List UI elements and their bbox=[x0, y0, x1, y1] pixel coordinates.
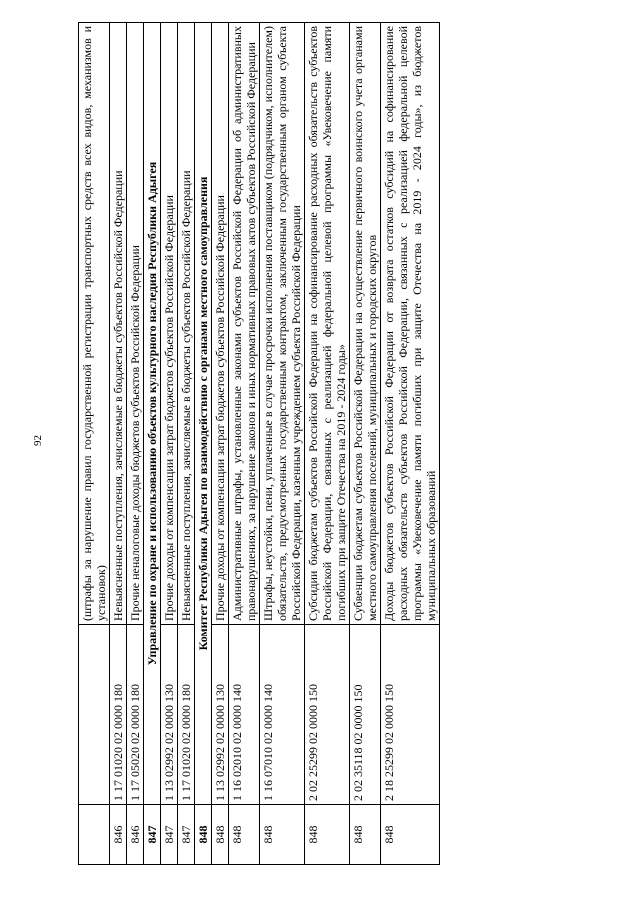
page-number: 92 bbox=[32, 435, 44, 446]
description-cell: Невыясненные поступления, зачисляемые в бюджеты субъектов Российской Федерации bbox=[178, 23, 195, 625]
section-row bbox=[144, 23, 161, 865]
admin-code-cell: 846 bbox=[110, 805, 127, 865]
table-row bbox=[79, 23, 110, 865]
admin-code-cell: 848 bbox=[381, 805, 440, 865]
table-row bbox=[229, 23, 260, 865]
admin-code-cell: 847 bbox=[178, 805, 195, 865]
description-cell: Прочие доходы от компенсации затрат бюджетов субъектов Российской Федерации bbox=[161, 23, 178, 625]
description-cell: Невыясненные поступления, зачисляемые в бюджеты субъектов Российской Федерации bbox=[110, 23, 127, 625]
section-title-cell: Управление по охране и использованию объектов культурного наследия Республики Адыгея bbox=[144, 23, 161, 805]
table-row bbox=[212, 23, 229, 865]
admin-code-cell: 848 bbox=[212, 805, 229, 865]
table-row bbox=[381, 23, 440, 865]
admin-code-cell: 848 bbox=[229, 805, 260, 865]
admin-code-cell: 846 bbox=[127, 805, 144, 865]
classification-code-cell: 2 02 35118 02 0000 150 bbox=[350, 625, 381, 805]
classification-code-cell: 1 13 02992 02 0000 130 bbox=[212, 625, 229, 805]
rotated-page bbox=[78, 23, 440, 865]
table-row bbox=[127, 23, 144, 865]
table-row bbox=[350, 23, 381, 865]
table-row bbox=[178, 23, 195, 865]
section-title-cell: Комитет Республики Адыгея по взаимодействию с органами местного самоуправления bbox=[195, 23, 212, 805]
classification-code-cell bbox=[79, 625, 110, 805]
admin-code-cell: 847 bbox=[144, 805, 161, 865]
income-codes-table bbox=[78, 22, 440, 865]
classification-code-cell: 1 16 02010 02 0000 140 bbox=[229, 625, 260, 805]
table-row bbox=[110, 23, 127, 865]
table-row bbox=[260, 23, 305, 865]
table-row bbox=[305, 23, 350, 865]
description-cell: Административные штрафы, установленные законами субъектов Российской Федерации об административных правонарушениях, за нарушение законов и иных нормативных правовых актов субъектов Российской Федерации bbox=[229, 23, 260, 625]
classification-code-cell: 2 02 25299 02 0000 150 bbox=[305, 625, 350, 805]
description-cell: Субсидии бюджетам субъектов Российской Федерации на софинансирование расходных обязательств субъектов Российской Федерации, связанных с реализацией федеральной целевой программы «Увековечение памяти погибших при защите Отечества на 2019 - 2024 годы» bbox=[305, 23, 350, 625]
classification-code-cell: 2 18 25299 02 0000 150 bbox=[381, 625, 440, 805]
description-cell: (штрафы за нарушение правил государственной регистрации транспортных средств всех видов, механизмов и установок) bbox=[79, 23, 110, 625]
admin-code-cell: 847 bbox=[161, 805, 178, 865]
admin-code-cell: 848 bbox=[350, 805, 381, 865]
classification-code-cell: 1 17 01020 02 0000 180 bbox=[178, 625, 195, 805]
classification-code-cell: 1 13 02992 02 0000 130 bbox=[161, 625, 178, 805]
section-row bbox=[195, 23, 212, 865]
table-row bbox=[161, 23, 178, 865]
classification-code-cell: 1 17 05020 02 0000 180 bbox=[127, 625, 144, 805]
admin-code-cell: 848 bbox=[195, 805, 212, 865]
description-cell: Доходы бюджетов субъектов Российской Федерации от возврата остатков субсидий на софинансирование расходных обязательств субъектов Российской Федерации, связанных с реализацией федеральной целевой программы «Увековечение памяти погибших при защите Отечества на 2019 - 2024 годы», из бюджетов муниципальных образований bbox=[381, 23, 440, 625]
table-body bbox=[79, 23, 440, 865]
classification-code-cell: 1 17 01020 02 0000 180 bbox=[110, 625, 127, 805]
admin-code-cell bbox=[79, 805, 110, 865]
description-cell: Субвенции бюджетам субъектов Российской Федерации на осуществление первичного воинского учета органами местного самоуправления поселений, муниципальных и городских округов bbox=[350, 23, 381, 625]
description-cell: Прочие доходы от компенсации затрат бюджетов субъектов Российской Федерации bbox=[212, 23, 229, 625]
description-cell: Штрафы, неустойки, пени, уплаченные в случае просрочки исполнения поставщиком (подрядчиком, исполнителем) обязательств, предусмотренных государственным контрактом, заключенным государственным органом субъекта Российской Федерации, казенным учреждением субъекта Российской Федерации bbox=[260, 23, 305, 625]
description-cell: Прочие неналоговые доходы бюджетов субъектов Российской Федерации bbox=[127, 23, 144, 625]
admin-code-cell: 848 bbox=[305, 805, 350, 865]
classification-code-cell: 1 16 07010 02 0000 140 bbox=[260, 625, 305, 805]
admin-code-cell: 848 bbox=[260, 805, 305, 865]
